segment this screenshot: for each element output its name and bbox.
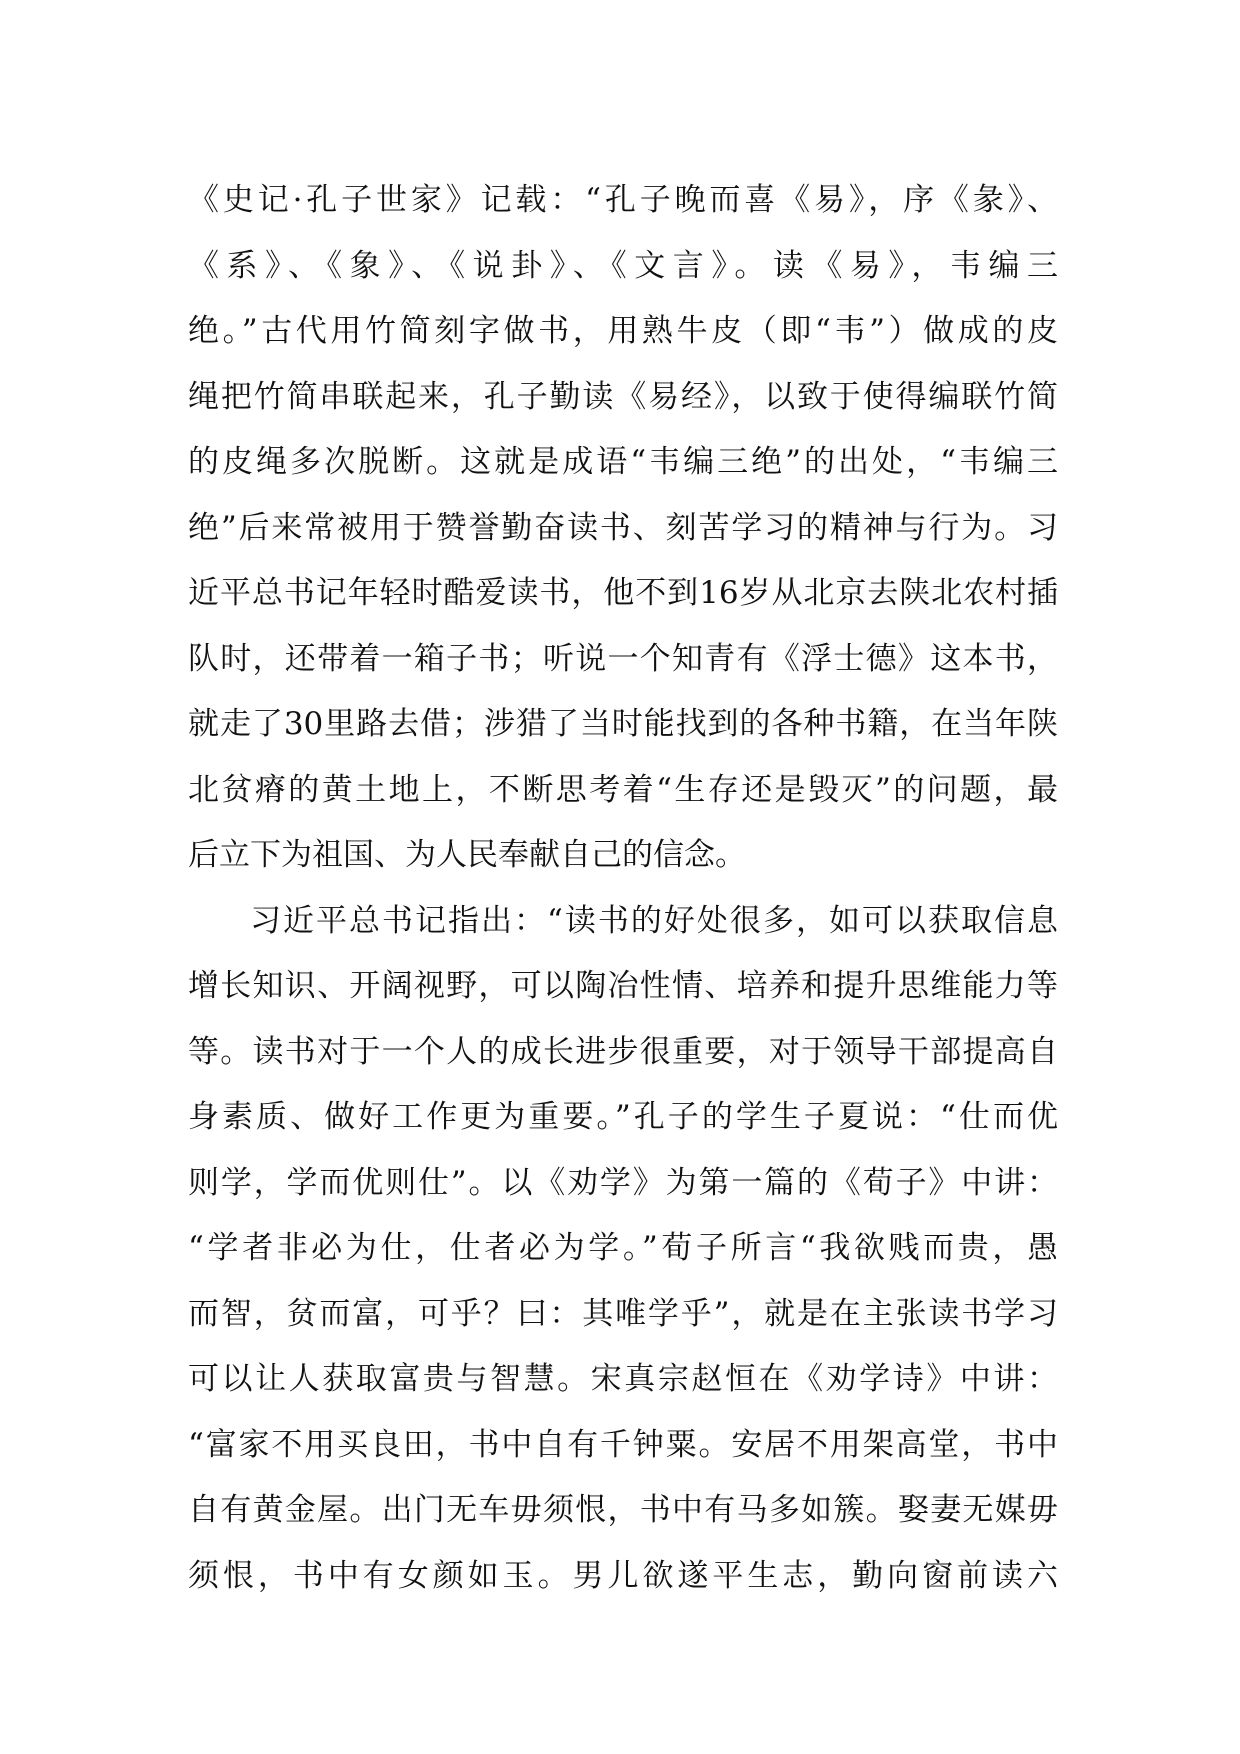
text-line: 就走了30里路去借；涉猎了当时能找到的各种书籍，在当年陕 [188, 706, 1058, 742]
text-line: 则学，学而优则仕”。以《劝学》为第一篇的《荀子》中讲： [188, 1164, 1058, 1201]
text-line: 后立下为祖国、为人民奉献自己的信念。 [188, 837, 746, 873]
text-line: 须恨，书中有女颜如玉。男儿欲遂平生志，勤向窗前读六 [188, 1557, 1058, 1594]
text-line: 而智，贫而富，可乎？曰：其唯学乎”，就是在主张读书学习 [188, 1295, 1058, 1332]
text-line: 等。读书对于一个人的成长进步很重要，对于领导干部提高自 [188, 1033, 1058, 1070]
text-line: 可以让人获取富贵与智慧。宋真宗赵恒在《劝学诗》中讲： [188, 1361, 1058, 1397]
text-line: 习近平总书记指出：“读书的好处很多，如可以获取信息 [250, 902, 1058, 939]
text-line: 队时，还带着一箱子书；听说一个知青有《浮士德》这本书， [188, 640, 1058, 677]
text-line: 身素质、做好工作更为重要。”孔子的学生子夏说：“仕而优 [188, 1099, 1058, 1135]
text-line: 自有黄金屋。出门无车毋须恨，书中有马多如簇。娶妻无媒毋 [188, 1492, 1058, 1528]
text-line: 绳把竹简串联起来，孔子勤读《易经》，以致于使得编联竹简 [188, 378, 1058, 415]
text-line: 增长知识、开阔视野，可以陶冶性情、培养和提升思维能力等 [188, 968, 1058, 1004]
text-line: 近平总书记年轻时酷爱读书，他不到16岁从北京去陕北农村插 [188, 575, 1058, 611]
text-line: “学者非必为仕，仕者必为学。”荀子所言“我欲贱而贵，愚 [188, 1230, 1058, 1266]
text-line: 《史记·孔子世家》记载：“孔子晚而喜《易》，序《彖》、 [188, 182, 1058, 218]
text-line: 绝。”古代用竹简刻字做书，用熟牛皮（即“韦”）做成的皮 [188, 313, 1058, 349]
body-text [188, 168, 1058, 1609]
text-line: 北贫瘠的黄土地上，不断思考着“生存还是毁灭”的问题，最 [188, 771, 1058, 808]
text-line: 的皮绳多次脱断。这就是成语“韦编三绝”的出处，“韦编三 [188, 444, 1058, 480]
text-line: “富家不用买良田，书中自有千钟粟。安居不用架高堂，书中 [188, 1426, 1058, 1463]
text-line: 绝”后来常被用于赞誉勤奋读书、刻苦学习的精神与行为。习 [188, 509, 1058, 546]
text-line: 《系》、《象》、《说卦》、《文言》。读《易》，韦编三 [188, 247, 1058, 284]
